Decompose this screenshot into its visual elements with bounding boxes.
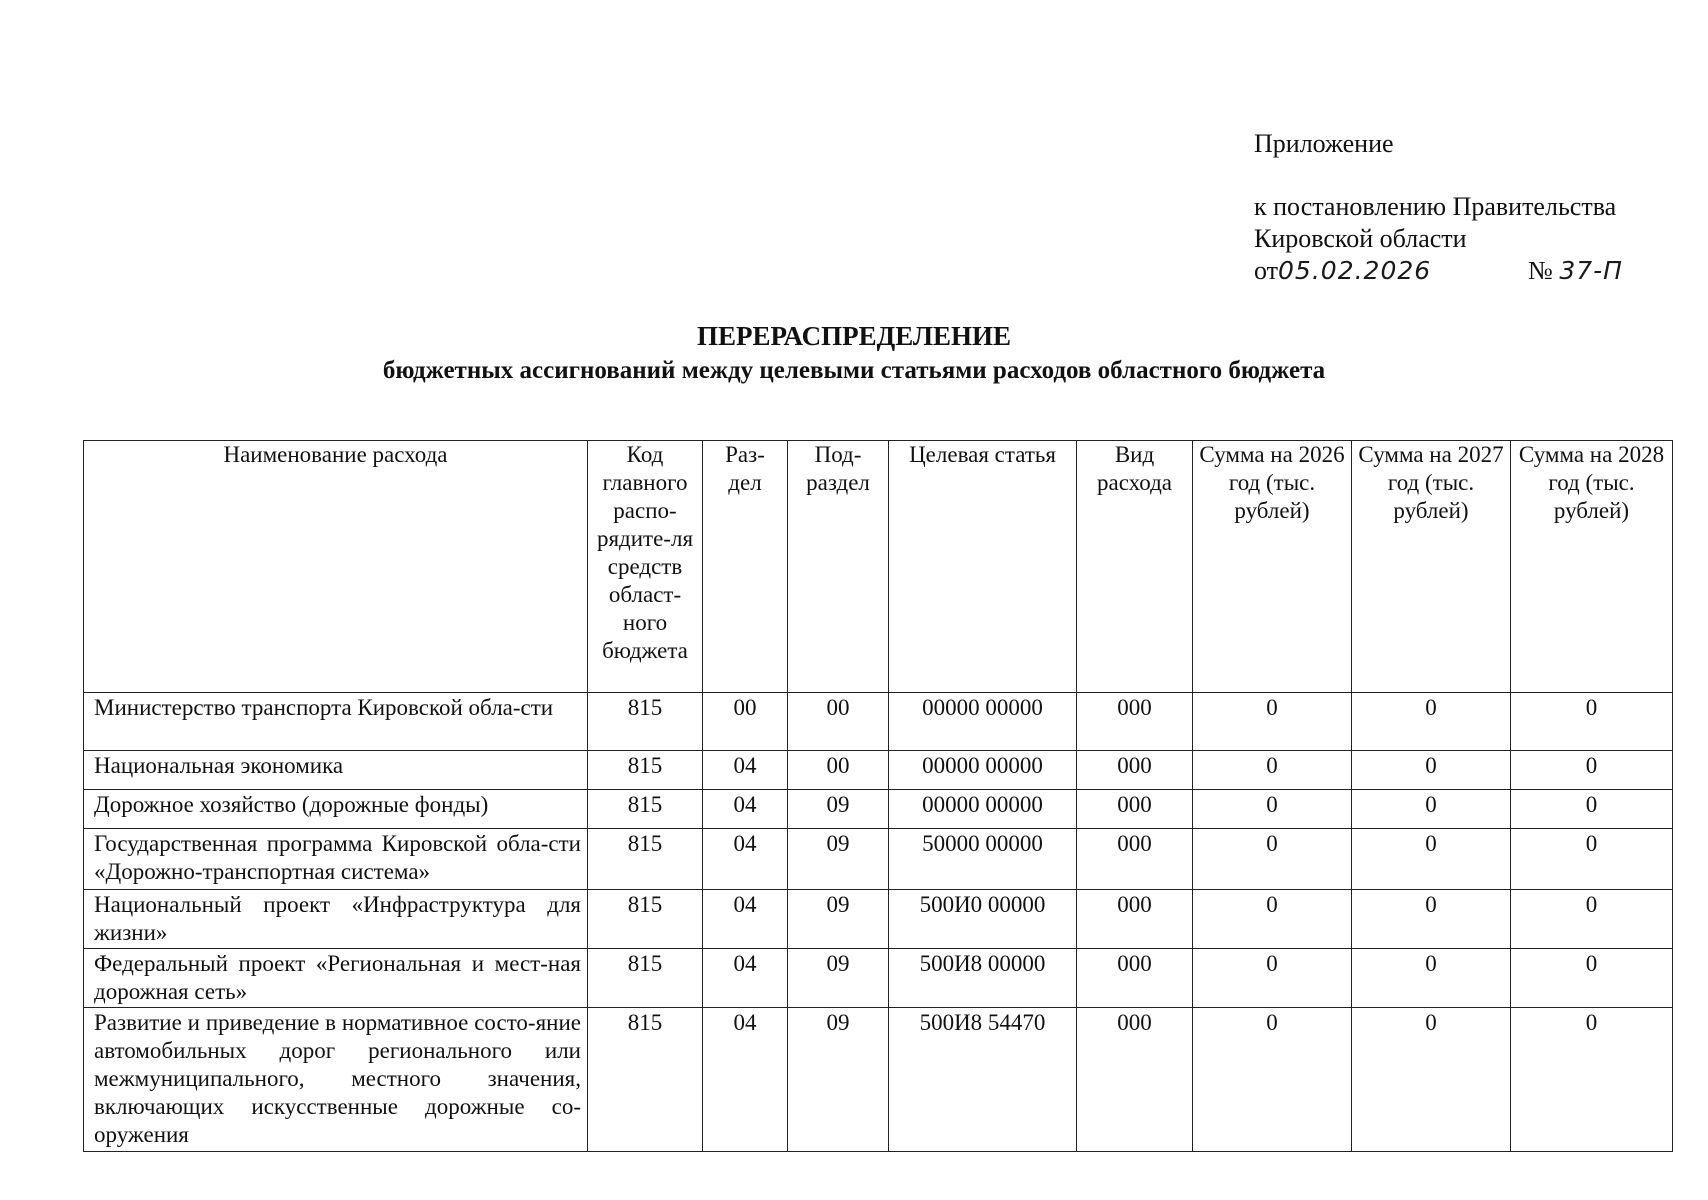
- cell-sum-2026: 0: [1193, 790, 1352, 829]
- cell-name: Национальный проект «Инфраструктура для жизни»: [84, 890, 588, 949]
- header-section: Раз-дел: [703, 441, 788, 693]
- table-header-row: [84, 441, 1673, 693]
- cell-sum-2026: 0: [1193, 829, 1352, 890]
- cell-sum-2027: 0: [1352, 949, 1511, 1008]
- cell-subsection: 09: [788, 1008, 889, 1152]
- cell-sum-2027: 0: [1352, 693, 1511, 751]
- decree-date-number: [1254, 255, 1674, 289]
- cell-kind: 000: [1077, 790, 1193, 829]
- cell-kind: 000: [1077, 949, 1193, 1008]
- cell-sum-2028: 0: [1511, 949, 1673, 1008]
- decree-number-value: 37-П: [1559, 256, 1623, 285]
- cell-section: 04: [703, 790, 788, 829]
- cell-subsection: 00: [788, 693, 889, 751]
- appendix-line-2: Кировской области: [1254, 224, 1467, 253]
- cell-sum-2027: 0: [1352, 829, 1511, 890]
- cell-sum-2028: 0: [1511, 890, 1673, 949]
- cell-sum-2027: 0: [1352, 1008, 1511, 1152]
- cell-kind: 000: [1077, 751, 1193, 790]
- date-prefix: от: [1254, 256, 1279, 285]
- cell-sum-2028: 0: [1511, 1008, 1673, 1152]
- document-subtitle: бюджетных ассигнований между целевыми статьями расходов областного бюджета: [382, 357, 1326, 384]
- cell-kind: 000: [1077, 890, 1193, 949]
- cell-sum-2026: 0: [1193, 1008, 1352, 1152]
- cell-sum-2028: 0: [1511, 829, 1673, 890]
- cell-sum-2028: 0: [1511, 693, 1673, 751]
- decree-number: [1528, 255, 1623, 287]
- cell-name: Министерство транспорта Кировской обла-сти: [84, 693, 588, 751]
- cell-code: 815: [588, 949, 703, 1008]
- appendix-block: [1254, 128, 1674, 289]
- cell-target: 00000 00000: [889, 693, 1077, 751]
- cell-section: 04: [703, 751, 788, 790]
- table-row: [84, 751, 1673, 790]
- decree-date: 05.02.2026: [1278, 256, 1432, 285]
- cell-code: 815: [588, 829, 703, 890]
- header-sum-2026: Сумма на 2026 год (тыс. рублей): [1193, 441, 1352, 693]
- table-row: [84, 1008, 1673, 1152]
- cell-target: 00000 00000: [889, 751, 1077, 790]
- cell-name: Дорожное хозяйство (дорожные фонды): [84, 790, 588, 829]
- cell-section: 04: [703, 890, 788, 949]
- cell-subsection: 09: [788, 949, 889, 1008]
- cell-subsection: 00: [788, 751, 889, 790]
- budget-table: [83, 440, 1673, 1152]
- cell-name: Национальная экономика: [84, 751, 588, 790]
- cell-target: 50000 00000: [889, 829, 1077, 890]
- table-row: [84, 890, 1673, 949]
- document-title: ПЕРЕРАСПРЕДЕЛЕНИЕ: [696, 321, 1012, 351]
- cell-sum-2026: 0: [1193, 890, 1352, 949]
- cell-sum-2026: 0: [1193, 751, 1352, 790]
- cell-target: 00000 00000: [889, 790, 1077, 829]
- table-row: [84, 949, 1673, 1008]
- number-prefix: №: [1528, 256, 1553, 285]
- cell-sum-2027: 0: [1352, 751, 1511, 790]
- cell-section: 04: [703, 829, 788, 890]
- cell-target: 500И8 54470: [889, 1008, 1077, 1152]
- cell-sum-2028: 0: [1511, 790, 1673, 829]
- table-row: [84, 790, 1673, 829]
- header-target: Целевая статья: [889, 441, 1077, 693]
- appendix-line-1: к постановлению Правительства: [1254, 192, 1617, 221]
- cell-subsection: 09: [788, 790, 889, 829]
- table-row: [84, 693, 1673, 751]
- appendix-title: Приложение: [1254, 129, 1394, 158]
- cell-sum-2027: 0: [1352, 790, 1511, 829]
- cell-section: 00: [703, 693, 788, 751]
- cell-target: 500И8 00000: [889, 949, 1077, 1008]
- cell-name: Государственная программа Кировской обла-сти «Дорожно-транспортная система»: [84, 829, 588, 890]
- cell-subsection: 09: [788, 890, 889, 949]
- cell-sum-2026: 0: [1193, 949, 1352, 1008]
- table-row: [84, 829, 1673, 890]
- cell-code: 815: [588, 751, 703, 790]
- cell-section: 04: [703, 949, 788, 1008]
- cell-sum-2028: 0: [1511, 751, 1673, 790]
- header-name: Наименование расхода: [84, 441, 588, 693]
- cell-subsection: 09: [788, 829, 889, 890]
- header-code: Код главного распо-рядите-ля средств област-ного бюджета: [588, 441, 703, 693]
- cell-name: Федеральный проект «Региональная и мест-ная дорожная сеть»: [84, 949, 588, 1008]
- cell-code: 815: [588, 1008, 703, 1152]
- cell-code: 815: [588, 693, 703, 751]
- header-sum-2027: Сумма на 2027 год (тыс. рублей): [1352, 441, 1511, 693]
- cell-section: 04: [703, 1008, 788, 1152]
- cell-kind: 000: [1077, 1008, 1193, 1152]
- cell-sum-2027: 0: [1352, 890, 1511, 949]
- cell-target: 500И0 00000: [889, 890, 1077, 949]
- cell-code: 815: [588, 890, 703, 949]
- header-subsection: Под-раздел: [788, 441, 889, 693]
- cell-name: Развитие и приведение в нормативное состо-яние автомобильных дорог регионального или межмуниципального, местного значения, включающих искусственные дорожные со-оружения: [84, 1008, 588, 1152]
- cell-kind: 000: [1077, 693, 1193, 751]
- header-kind: Вид расхода: [1077, 441, 1193, 693]
- cell-code: 815: [588, 790, 703, 829]
- header-sum-2028: Сумма на 2028 год (тыс. рублей): [1511, 441, 1673, 693]
- cell-kind: 000: [1077, 829, 1193, 890]
- cell-sum-2026: 0: [1193, 693, 1352, 751]
